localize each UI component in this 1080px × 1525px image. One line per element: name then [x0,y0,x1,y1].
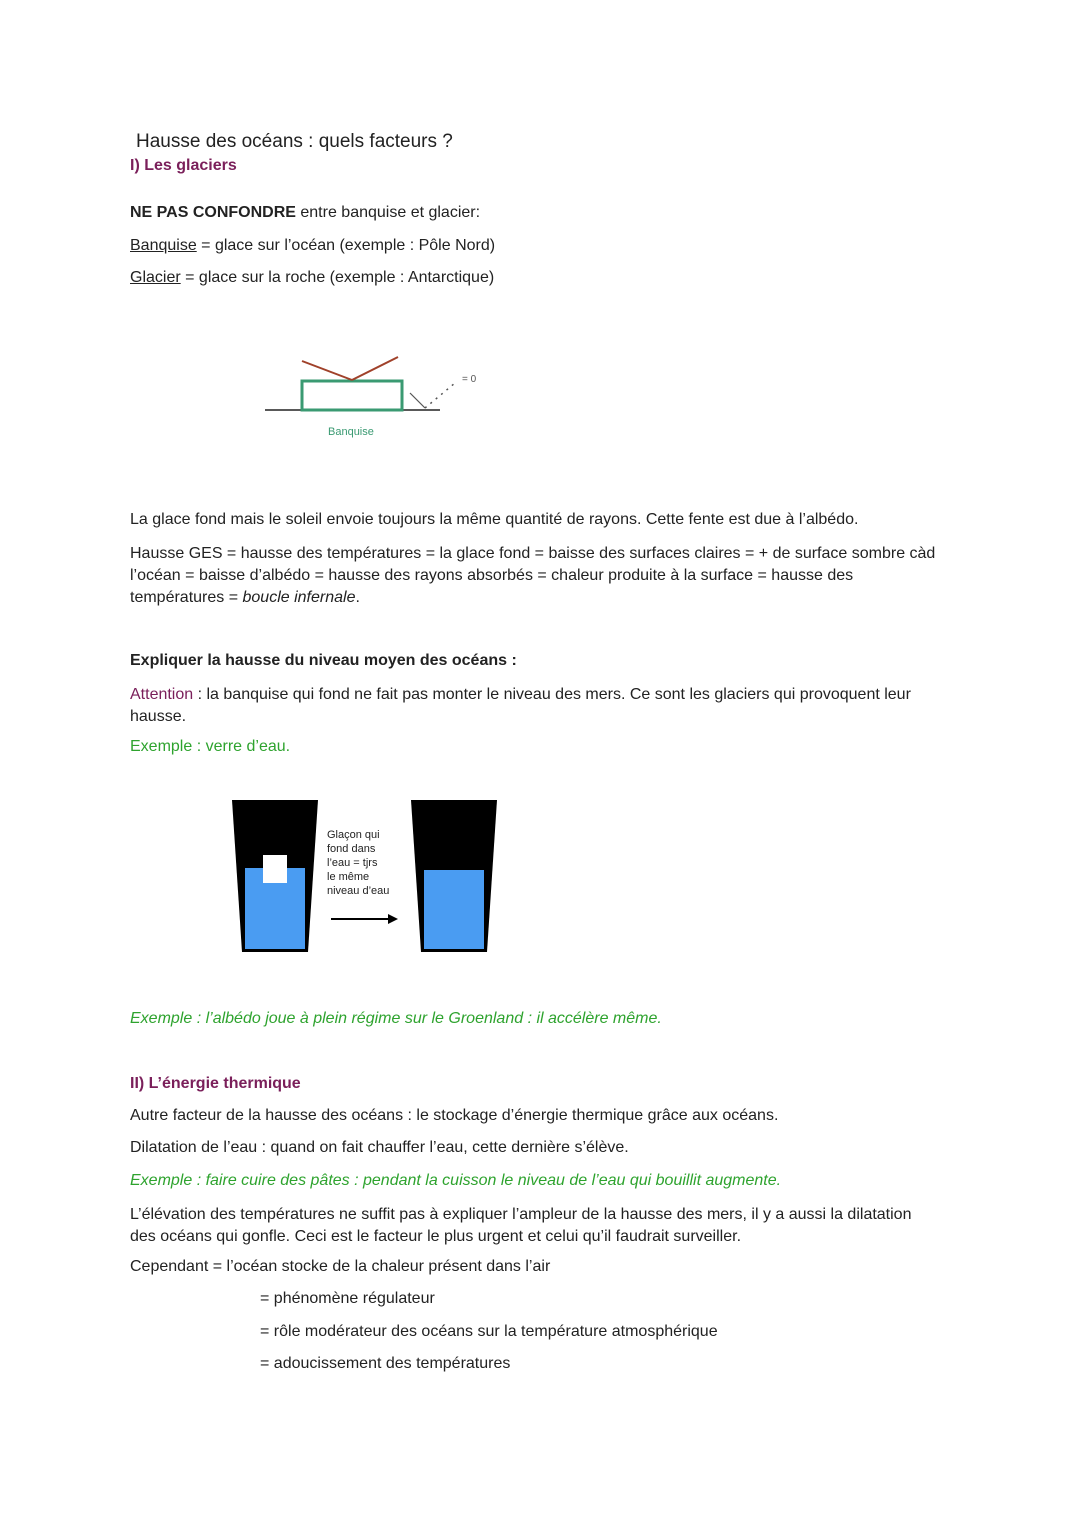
list-item: = adoucissement des températures [260,1355,511,1372]
glass-caption-5: niveau d’eau [327,885,390,897]
example-glass: Exemple : verre d’eau. [130,738,291,755]
para-boucle-italic: boucle infernale [242,589,356,606]
reflected-ray [352,357,398,380]
page-title: Hausse des océans : quels facteurs ? [136,131,453,152]
para-boucle-end: . [355,589,360,606]
thermique-line-1: Autre facteur de la hausse des océans : le stockage d’énergie thermique grâce aux océans. [130,1107,779,1124]
banquise-definition [130,237,495,255]
attention-para [130,684,940,728]
cependant-line: Cependant = l’océan stocke de la chaleur présent dans l’air [130,1258,551,1275]
confusion-bold: NE PAS CONFONDRE [130,204,296,221]
dotted-ray [425,383,455,408]
explain-heading: Expliquer la hausse du niveau moyen des océans : [130,652,517,669]
confusion-line [130,204,480,222]
thermique-line-2: Dilatation de l’eau : quand on fait chauffer l’eau, cette dernière s’élève. [130,1139,629,1156]
para-dilatation: L’élévation des températures ne suffit pas à expliquer l’ampleur de la hausse des mers, il y a aussi la dilatation des océans qui gonfle. Ceci est le facteur le plus urgent et celui qu’il faudrait surveiller. [130,1206,912,1245]
diagram-eq: = 0 [462,374,477,385]
incoming-ray [302,361,352,380]
glass-caption-4: le même [327,871,370,883]
diagram-label: Banquise [328,426,374,438]
glass-caption-1: Glaçon qui [327,829,380,841]
ice-cube [263,855,287,883]
para-boucle [130,543,940,609]
example-pasta: Exemple : faire cuire des pâtes : pendant la cuisson le niveau de l’eau qui bouillit augmente. [130,1172,782,1189]
attention-label: Attention [130,686,194,703]
list-item: = rôle modérateur des océans sur la température atmosphérique [260,1323,718,1340]
glass-caption-2: fond dans [327,843,376,855]
banquise-term: Banquise [130,237,197,254]
absorbed-ray [410,393,425,408]
example-groenland: Exemple : l’albédo joue à plein régime sur le Groenland : il accélère même. [130,1010,662,1027]
para-boucle-main: Hausse GES = hausse des températures = la glace fond = baisse des surfaces claires = + de surface sombre càd l’océan = baisse d’albédo = hausse des rayons absorbés = chaleur produite à la surface = hausse des températures = [130,545,936,606]
list-item: = phénomène régulateur [260,1290,435,1307]
confusion-rest: entre banquise et glacier: [295,204,481,221]
section-heading-glaciers: I) Les glaciers [130,157,237,174]
glacier-definition [130,269,494,287]
glass-caption-3: l’eau = tjrs [327,857,378,869]
banquise-def: = glace sur l’océan (exemple : Pôle Nord) [196,237,496,254]
glass-diagram [225,795,510,960]
water-right [424,870,484,949]
para-albedo: La glace fond mais le soleil envoie toujours la même quantité de rayons. Cette fente est due à l’albédo. [130,511,859,528]
arrow-head-icon [388,914,398,924]
banquise-diagram [255,345,495,445]
glacier-term: Glacier [130,269,181,286]
glacier-def: = glace sur la roche (exemple : Antarctique) [180,269,495,286]
attention-text: : la banquise qui fond ne fait pas monter le niveau des mers. Ce sont les glaciers qui provoquent leur hausse. [130,686,911,725]
ice-block [302,381,402,410]
section-heading-thermique: II) L’énergie thermique [130,1075,301,1092]
